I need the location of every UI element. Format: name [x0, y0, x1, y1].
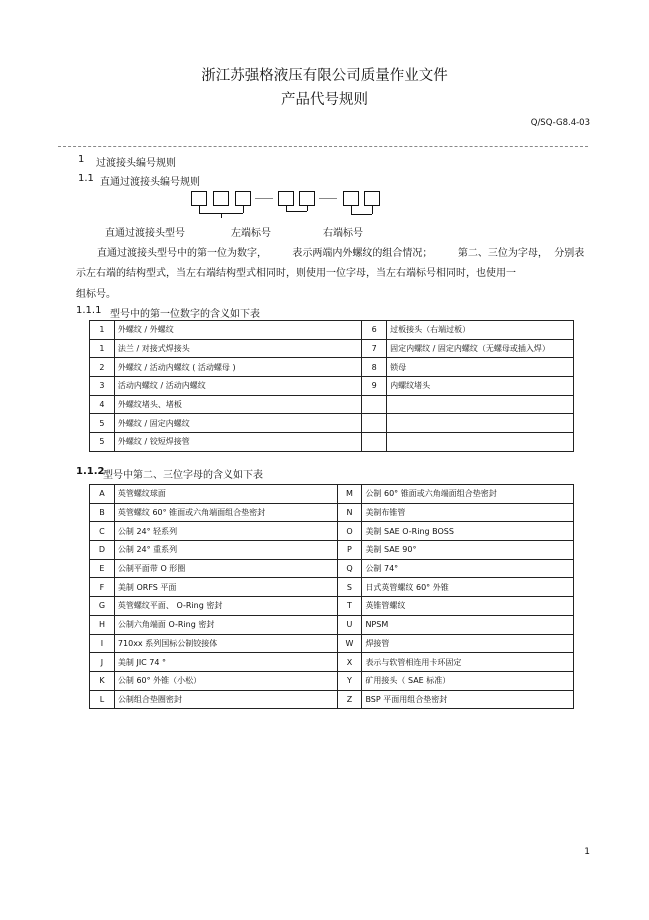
section-1-1-heading: 直通过渡接头编号规则	[100, 177, 200, 188]
code-cell: A	[90, 485, 115, 504]
meaning-cell: 矿用接头（ SAE 标准）	[362, 671, 574, 690]
meaning-cell: 外螺纹 / 活动内螺纹 ( 活动螺母 )	[114, 358, 361, 377]
meaning-cell: 活动内螺纹 / 活动内螺纹	[114, 377, 361, 396]
label-model: 直通过渡接头型号	[105, 228, 185, 239]
code-dash	[319, 198, 337, 199]
table-row	[90, 503, 574, 522]
meaning-cell: NPSM	[362, 615, 574, 634]
paragraph-line-3: 组标号。	[76, 289, 116, 300]
code-cell: W	[337, 634, 362, 653]
code-box-right-number	[364, 191, 380, 206]
table-row	[90, 597, 574, 616]
code-cell: L	[90, 690, 115, 709]
document-number: Q/SQ-G8.4-03	[530, 118, 590, 128]
code-box-letter	[235, 191, 251, 206]
code-cell: 2	[90, 358, 115, 377]
code-cell: 8	[362, 358, 387, 377]
section-1-number: 1	[78, 154, 85, 165]
meaning-cell: 公制 60° 外锥（小松）	[114, 671, 337, 690]
code-cell: I	[90, 634, 115, 653]
meaning-cell: 美制 JIC 74 °	[114, 653, 337, 672]
code-cell: Z	[337, 690, 362, 709]
code-cell: C	[90, 522, 115, 541]
code-cell: O	[337, 522, 362, 541]
code-cell	[362, 414, 387, 433]
document-subtitle: 产品代号规则	[281, 92, 368, 108]
meaning-cell: 外螺纹 / 铰短焊接管	[114, 433, 361, 452]
code-cell: 3	[90, 377, 115, 396]
code-box-right-number	[343, 191, 359, 206]
section-1-1-2-number: 1.1.2	[76, 466, 105, 477]
code-cell: Y	[337, 671, 362, 690]
section-1-1-number: 1.1	[78, 173, 94, 184]
label-left-end: 左端标号	[231, 228, 271, 239]
meaning-cell: 外螺纹 / 外螺纹	[114, 321, 361, 340]
meaning-cell: 表示与软管相连用卡环固定	[362, 653, 574, 672]
table-row	[90, 395, 574, 414]
code-cell: E	[90, 559, 115, 578]
paragraph-line-2: 示左右端的结构型式，当左右端结构型式相同时，则使用一位字母，当左右端标号相同时，也使用一	[76, 268, 516, 279]
code-box-digit	[191, 191, 207, 206]
code-cell: U	[337, 615, 362, 634]
meaning-cell: 日式英管螺纹 60° 外锥	[362, 578, 574, 597]
code-cell: G	[90, 597, 115, 616]
code-cell: T	[337, 597, 362, 616]
code-cell: H	[90, 615, 115, 634]
meaning-cell: 公制平面带 O 形圈	[114, 559, 337, 578]
code-cell: 5	[90, 414, 115, 433]
code-cell: J	[90, 653, 115, 672]
table-row	[90, 339, 574, 358]
meaning-cell: 公制组合垫圈密封	[114, 690, 337, 709]
table-row	[90, 321, 574, 340]
meaning-cell: 美制 ORFS 平面	[114, 578, 337, 597]
code-cell: P	[337, 541, 362, 560]
code-box-left-number	[299, 191, 315, 206]
table-row	[90, 522, 574, 541]
bracket-line	[243, 206, 244, 213]
code-cell: 1	[90, 339, 115, 358]
meaning-cell: 公制 24° 重系列	[114, 541, 337, 560]
meaning-cell: 固定内螺纹 / 固定内螺纹（无螺母或插入焊）	[387, 339, 574, 358]
code-cell: 1	[90, 321, 115, 340]
meaning-cell: 公制 60° 锥面或六角端面组合垫密封	[362, 485, 574, 504]
code-cell	[362, 433, 387, 452]
section-1-heading: 过渡接头编号规则	[96, 158, 176, 169]
table-row	[90, 541, 574, 560]
meaning-cell	[387, 414, 574, 433]
bracket-line	[221, 213, 222, 218]
table-row	[90, 377, 574, 396]
header-divider	[58, 146, 588, 147]
meaning-cell: 美制布锥管	[362, 503, 574, 522]
meaning-cell: 锁母	[387, 358, 574, 377]
document-title: 浙江苏强格液压有限公司质量作业文件	[201, 68, 448, 84]
meaning-cell: 公制 24° 轻系列	[114, 522, 337, 541]
meaning-cell: 外螺纹 / 固定内螺纹	[114, 414, 361, 433]
bracket-line	[351, 206, 352, 214]
meaning-cell: 内螺纹堵头	[387, 377, 574, 396]
digit-meaning-table	[89, 320, 574, 452]
bracket-line	[351, 214, 372, 215]
section-1-1-1-number: 1.1.1	[76, 305, 102, 316]
code-cell: X	[337, 653, 362, 672]
meaning-cell	[387, 395, 574, 414]
code-cell: 5	[90, 433, 115, 452]
table-row	[90, 690, 574, 709]
meaning-cell: 英管螺纹球面	[114, 485, 337, 504]
code-cell: K	[90, 671, 115, 690]
bracket-line	[286, 211, 307, 212]
bracket-line	[307, 206, 308, 211]
code-box-left-number	[278, 191, 294, 206]
meaning-cell: 法兰 / 对接式焊接头	[114, 339, 361, 358]
table-row	[90, 653, 574, 672]
paragraph-line-1: 直通过渡接头型号中的第一位为数字， 表示两端内外螺纹的组合情况； 第二、三位为字母， 分别表	[97, 248, 585, 259]
table-row	[90, 634, 574, 653]
table-row	[90, 485, 574, 504]
code-cell	[362, 395, 387, 414]
meaning-cell: 美制 SAE 90°	[362, 541, 574, 560]
code-dash	[255, 198, 273, 199]
meaning-cell: 焊接管	[362, 634, 574, 653]
meaning-cell: 英管螺纹平面、 O-Ring 密封	[114, 597, 337, 616]
code-cell: Q	[337, 559, 362, 578]
meaning-cell: 英管螺纹 60° 锥面或六角端面组合垫密封	[114, 503, 337, 522]
table-row	[90, 615, 574, 634]
code-cell: 7	[362, 339, 387, 358]
code-cell: B	[90, 503, 115, 522]
page-number: 1	[584, 847, 590, 857]
meaning-cell: 外螺纹堵头、堵板	[114, 395, 361, 414]
code-box-letter	[213, 191, 229, 206]
meaning-cell: BSP 平面用组合垫密封	[362, 690, 574, 709]
bracket-line	[199, 206, 200, 213]
code-cell: F	[90, 578, 115, 597]
code-cell: 4	[90, 395, 115, 414]
code-cell: M	[337, 485, 362, 504]
table-row	[90, 559, 574, 578]
meaning-cell: 过板接头（右端过板）	[387, 321, 574, 340]
section-1-1-1-heading: 型号中的第一位数字的含义如下表	[110, 309, 260, 320]
code-cell: S	[337, 578, 362, 597]
section-1-1-2-heading: 型号中第二、三位字母的含义如下表	[103, 470, 263, 481]
meaning-cell: 美制 SAE O-Ring BOSS	[362, 522, 574, 541]
code-cell: 9	[362, 377, 387, 396]
label-right-end: 右端标号	[323, 228, 363, 239]
meaning-cell: 公制六角端面 O-Ring 密封	[114, 615, 337, 634]
table-row	[90, 433, 574, 452]
letter-meaning-table	[89, 484, 574, 709]
code-cell: N	[337, 503, 362, 522]
bracket-line	[372, 206, 373, 214]
code-cell: 6	[362, 321, 387, 340]
table-row	[90, 358, 574, 377]
table-row	[90, 414, 574, 433]
meaning-cell: 710xx 系列国标公制铰接体	[114, 634, 337, 653]
meaning-cell	[387, 433, 574, 452]
meaning-cell: 公制 74°	[362, 559, 574, 578]
code-cell: D	[90, 541, 115, 560]
table-row	[90, 578, 574, 597]
meaning-cell: 英锥管螺纹	[362, 597, 574, 616]
table-row	[90, 671, 574, 690]
